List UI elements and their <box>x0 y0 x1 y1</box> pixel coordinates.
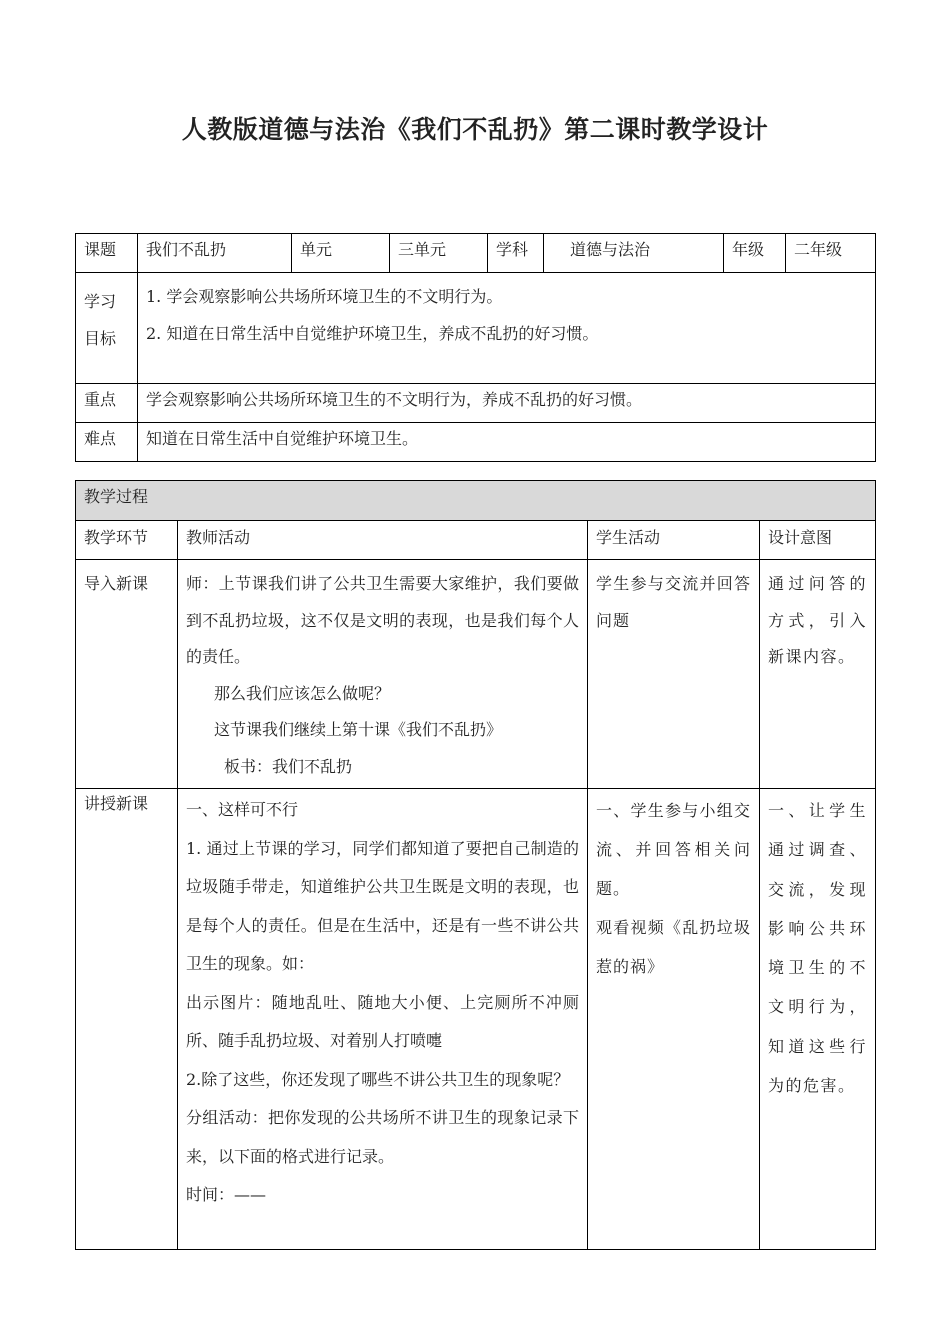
topic-value: 我们不乱扔 <box>138 234 292 273</box>
intro-teacher <box>178 560 588 789</box>
intro-student: 学生参与交流并回答问题 <box>588 560 760 789</box>
goal-item-2: 2. 知道在日常生活中自觉维护环境卫生，养成不乱扔的好习惯。 <box>146 324 599 343</box>
col-teacher: 教师活动 <box>178 521 588 560</box>
topic-label: 课题 <box>76 234 138 273</box>
new-lesson-teacher-line-5: 分组活动：把你发现的公共场所不讲卫生的现象记录下来，以下面的格式进行记录。 <box>186 1108 579 1166</box>
key-point-row <box>76 384 876 423</box>
new-lesson-teacher-line-6: 时间：—— <box>186 1185 267 1204</box>
new-lesson-teacher-line-2: 1. 通过上节课的学习，同学们都知道了要把自己制造的垃圾随手带走，知道维护公共卫生既是文明的表现，也是每个人的责任。但是在生活中，还是有一些不讲公共卫生的现象。如： <box>186 838 579 973</box>
new-lesson-design: 一、让学生通过调查、交流，发现影响公共环境卫生的不文明行为，知道这些行为的危害。 <box>760 789 876 1250</box>
difficulty-row <box>76 423 876 462</box>
intro-teacher-board: 板书：我们不乱扔 <box>224 756 353 776</box>
intro-row <box>76 560 876 789</box>
unit-value: 三单元 <box>390 234 488 273</box>
goals-content <box>138 273 876 384</box>
new-lesson-student-line-2: 观看视频《乱扔垃圾惹的祸》 <box>596 918 751 976</box>
key-point-content: 学会观察影响公共场所环境卫生的不文明行为，养成不乱扔的好习惯。 <box>138 384 876 423</box>
goals-row <box>76 273 876 384</box>
difficulty-label: 难点 <box>76 423 138 462</box>
new-lesson-teacher <box>178 789 588 1250</box>
intro-teacher-continue: 这节课我们继续上第十课《我们不乱扔》 <box>214 720 503 739</box>
goals-label <box>76 273 138 384</box>
new-lesson-row <box>76 789 876 1250</box>
col-student: 学生活动 <box>588 521 760 560</box>
intro-teacher-question: 那么我们应该怎么做呢？ <box>214 683 391 703</box>
unit-label: 单元 <box>292 234 390 273</box>
lesson-info-table <box>75 233 876 462</box>
new-lesson-stage: 讲授新课 <box>76 789 178 1250</box>
difficulty-content: 知道在日常生活中自觉维护环境卫生。 <box>138 423 876 462</box>
intro-design: 通过问答的方式，引入新课内容。 <box>760 560 876 789</box>
goals-label-line-1: 学习 <box>84 292 117 311</box>
grade-value: 二年级 <box>786 234 876 273</box>
process-columns-row <box>76 521 876 560</box>
goals-label-line-2: 目标 <box>84 329 117 348</box>
goal-item-1: 1. 学会观察影响公共场所环境卫生的不文明行为。 <box>146 287 503 306</box>
process-title-row <box>76 481 876 521</box>
key-point-label: 重点 <box>76 384 138 423</box>
process-title: 教学过程 <box>76 481 876 521</box>
page-title: 人教版道德与法治《我们不乱扔》第二课时教学设计 <box>181 115 769 144</box>
intro-teacher-para: 师：上节课我们讲了公共卫生需要大家维护，我们要做到不乱扔垃圾，这不仅是文明的表现，也是我们每个人的责任。 <box>186 574 579 666</box>
intro-stage: 导入新课 <box>76 560 178 789</box>
new-lesson-student-line-1: 一、学生参与小组交流、并回答相关问题。 <box>596 801 751 898</box>
new-lesson-student <box>588 789 760 1250</box>
col-design: 设计意图 <box>760 521 876 560</box>
subject-label: 学科 <box>488 234 544 273</box>
new-lesson-teacher-line-3: 出示图片：随地乱吐、随地大小便、上完厕所不冲厕所、随手乱扔垃圾、对着别人打喷嚏 <box>186 992 579 1050</box>
new-lesson-teacher-line-4: 2.除了这些，你还发现了哪些不讲公共卫生的现象呢？ <box>186 1069 570 1089</box>
col-stage: 教学环节 <box>76 521 178 560</box>
subject-value: 道德与法治 <box>544 234 724 273</box>
grade-label: 年级 <box>724 234 786 273</box>
info-header-row <box>76 234 876 273</box>
teaching-process-table <box>75 480 876 1250</box>
new-lesson-teacher-line-1: 一、这样可不行 <box>186 800 299 819</box>
